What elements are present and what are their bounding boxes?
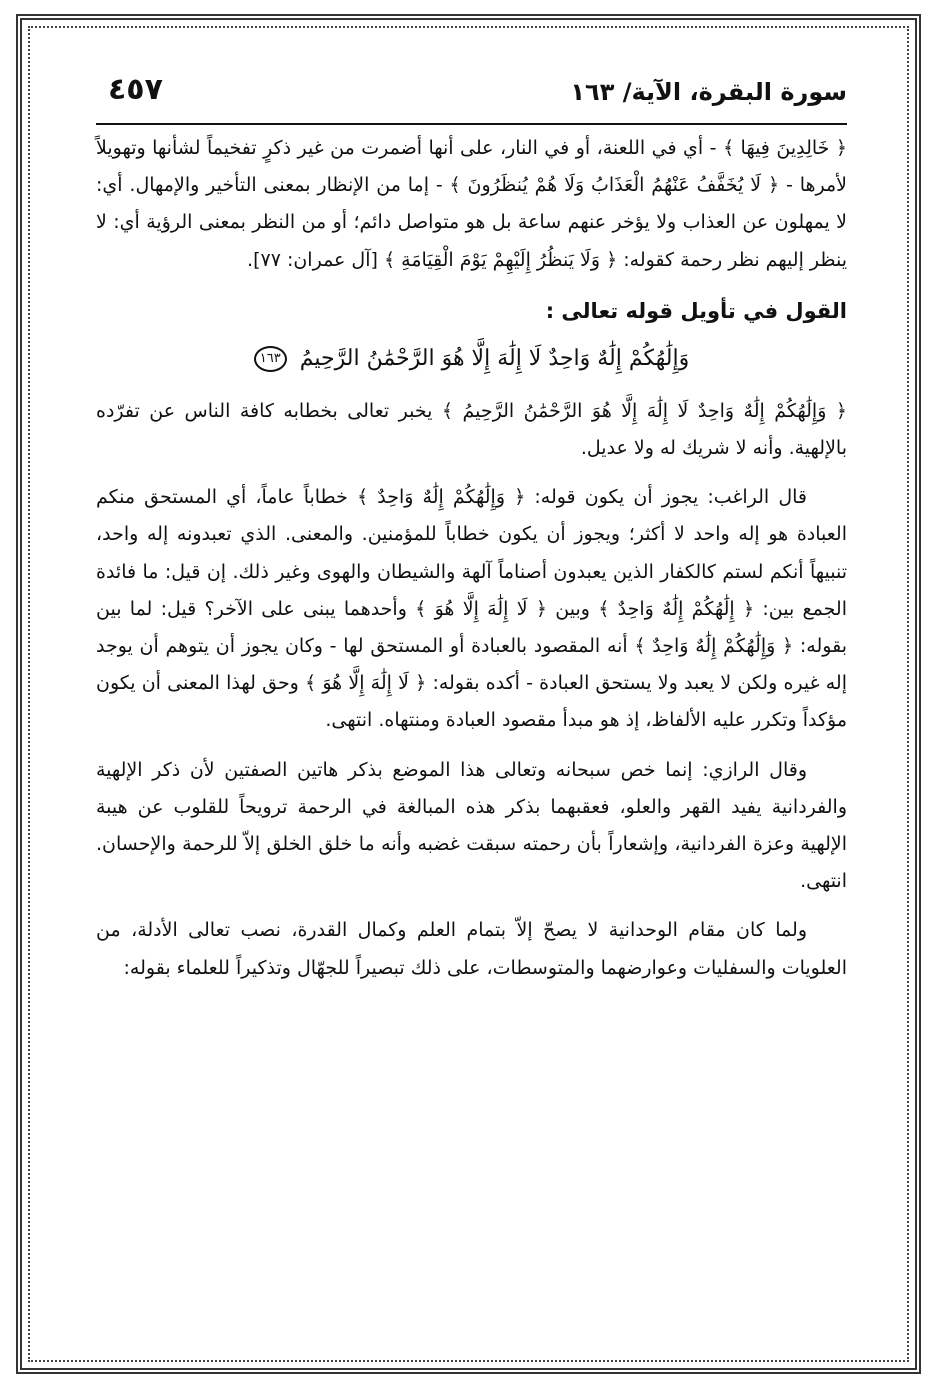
- paragraph-5: ولما كان مقام الوحدانية لا يصحّ إلاّ بتمام العلم وكمال القدرة، نصب تعالى الأدلة، من العلويات والسفليات وعوارضهما والمتوسطات، على ذلك تبصيراً للجهّال وتذكيراً للعلماء بقوله:: [96, 919, 847, 979]
- page-number: ٤٥٧: [108, 72, 163, 107]
- page-body: [96, 130, 847, 987]
- verse-number-medallion: ١٦٣: [254, 346, 287, 372]
- paragraph-2: ﴿ وَإِلَٰهُكُمْ إِلَٰهٌ وَاحِدٌ لَا إِلَٰهَ إِلَّا هُوَ الرَّحْمَٰنُ الرَّحِيمُ ﴾ يخبر تعالى بخطابه كافة الناس عن تفرّده بالإلهية. وأنه لا شريك له ولا عديل.: [96, 399, 847, 460]
- paragraph-1: ﴿ خَالِدِينَ فِيهَا ﴾ - أي في اللعنة، أو في النار، على أنها أضمرت من غير ذكرٍ تفخيماً لشأنها وتهويلاً لأمرها - ﴿ لَا يُخَفَّفُ عَنْهُمُ الْعَذَابُ وَلَا هُمْ يُنظَرُونَ ﴾ - إما من الإنظار بمعنى التأخير والإمهال. أي: لا يمهلون عن العذاب ولا يؤخر عنهم ساعة بل هو متواصل دائم؛ أو من النظر بمعنى الرؤية أي: لا ينظر إليهم نظر رحمة كقوله: ﴿ وَلَا يَنظُرُ إِلَيْهِمْ يَوْمَ الْقِيَامَةِ ﴾ [آل عمران: ٧٧].: [96, 137, 847, 271]
- running-title: سورة البقرة، الآية/ ١٦٣: [570, 78, 847, 106]
- paragraph-4: وقال الرازي: إنما خص سبحانه وتعالى هذا الموضع بذكر هاتين الصفتين لأن ذكر الإلهية والفردانية يفيد القهر والعلو، فعقبهما بذكر هذه المبالغة في الرحمة ترويحاً للقلوب عن هيبة الإلهية وعزة الفردانية، وإشعاراً بأن رحمته سبقت غضبه وأنه ما خلق الخلق إلاّ للرحمة والإحسان. انتهى.: [96, 758, 847, 893]
- section-heading: القول في تأويل قوله تعالى :: [545, 298, 847, 323]
- verse-line: [96, 335, 847, 383]
- paragraph-3: قال الراغب: يجوز أن يكون قوله: ﴿ وَإِلَٰهُكُمْ إِلَٰهٌ وَاحِدٌ ﴾ خطاباً عاماً، أي المستحق منكم العبادة هو إله واحد لا أكثر؛ ويجوز أن يكون خطاباً للمؤمنين. والمعنى. الذي تعبدونه إله واحد، تنبيهاً أنكم لستم كالكفار الذين يعبدون أصناماً آلهة والشيطان والهوى وغير ذلك. إن قيل: ما فائدة الجمع بين: ﴿ إِلَٰهُكُمْ إِلَٰهٌ وَاحِدٌ ﴾ وبين ﴿ لَا إِلَٰهَ إِلَّا هُوَ ﴾ وأحدهما يبنى على الآخر؟ قيل: لما بين بقوله: ﴿ وَإِلَٰهُكُمْ إِلَٰهٌ وَاحِدٌ ﴾ أنه المقصود بالعبادة أو المستحق لها - وكان يجوز أن يتوهم أن يوجد إله غيره ولكن لا يعبد ولا يستحق العبادة - أكده بقوله: ﴿ لَا إِلَٰهَ إِلَّا هُوَ ﴾ وحق لهذا المعنى أن يكون مؤكداً وتكرر عليه الألفاظ، إذ هو مبدأ مقصود العبادة ومنتهاه. انتهى.: [96, 486, 847, 732]
- verse-text: وَإِلَٰهُكُمْ إِلَٰهٌ وَاحِدٌ لَا إِلَٰهَ إِلَّا هُوَ الرَّحْمَٰنُ الرَّحِيمُ: [299, 345, 690, 371]
- header-rule: [96, 123, 847, 125]
